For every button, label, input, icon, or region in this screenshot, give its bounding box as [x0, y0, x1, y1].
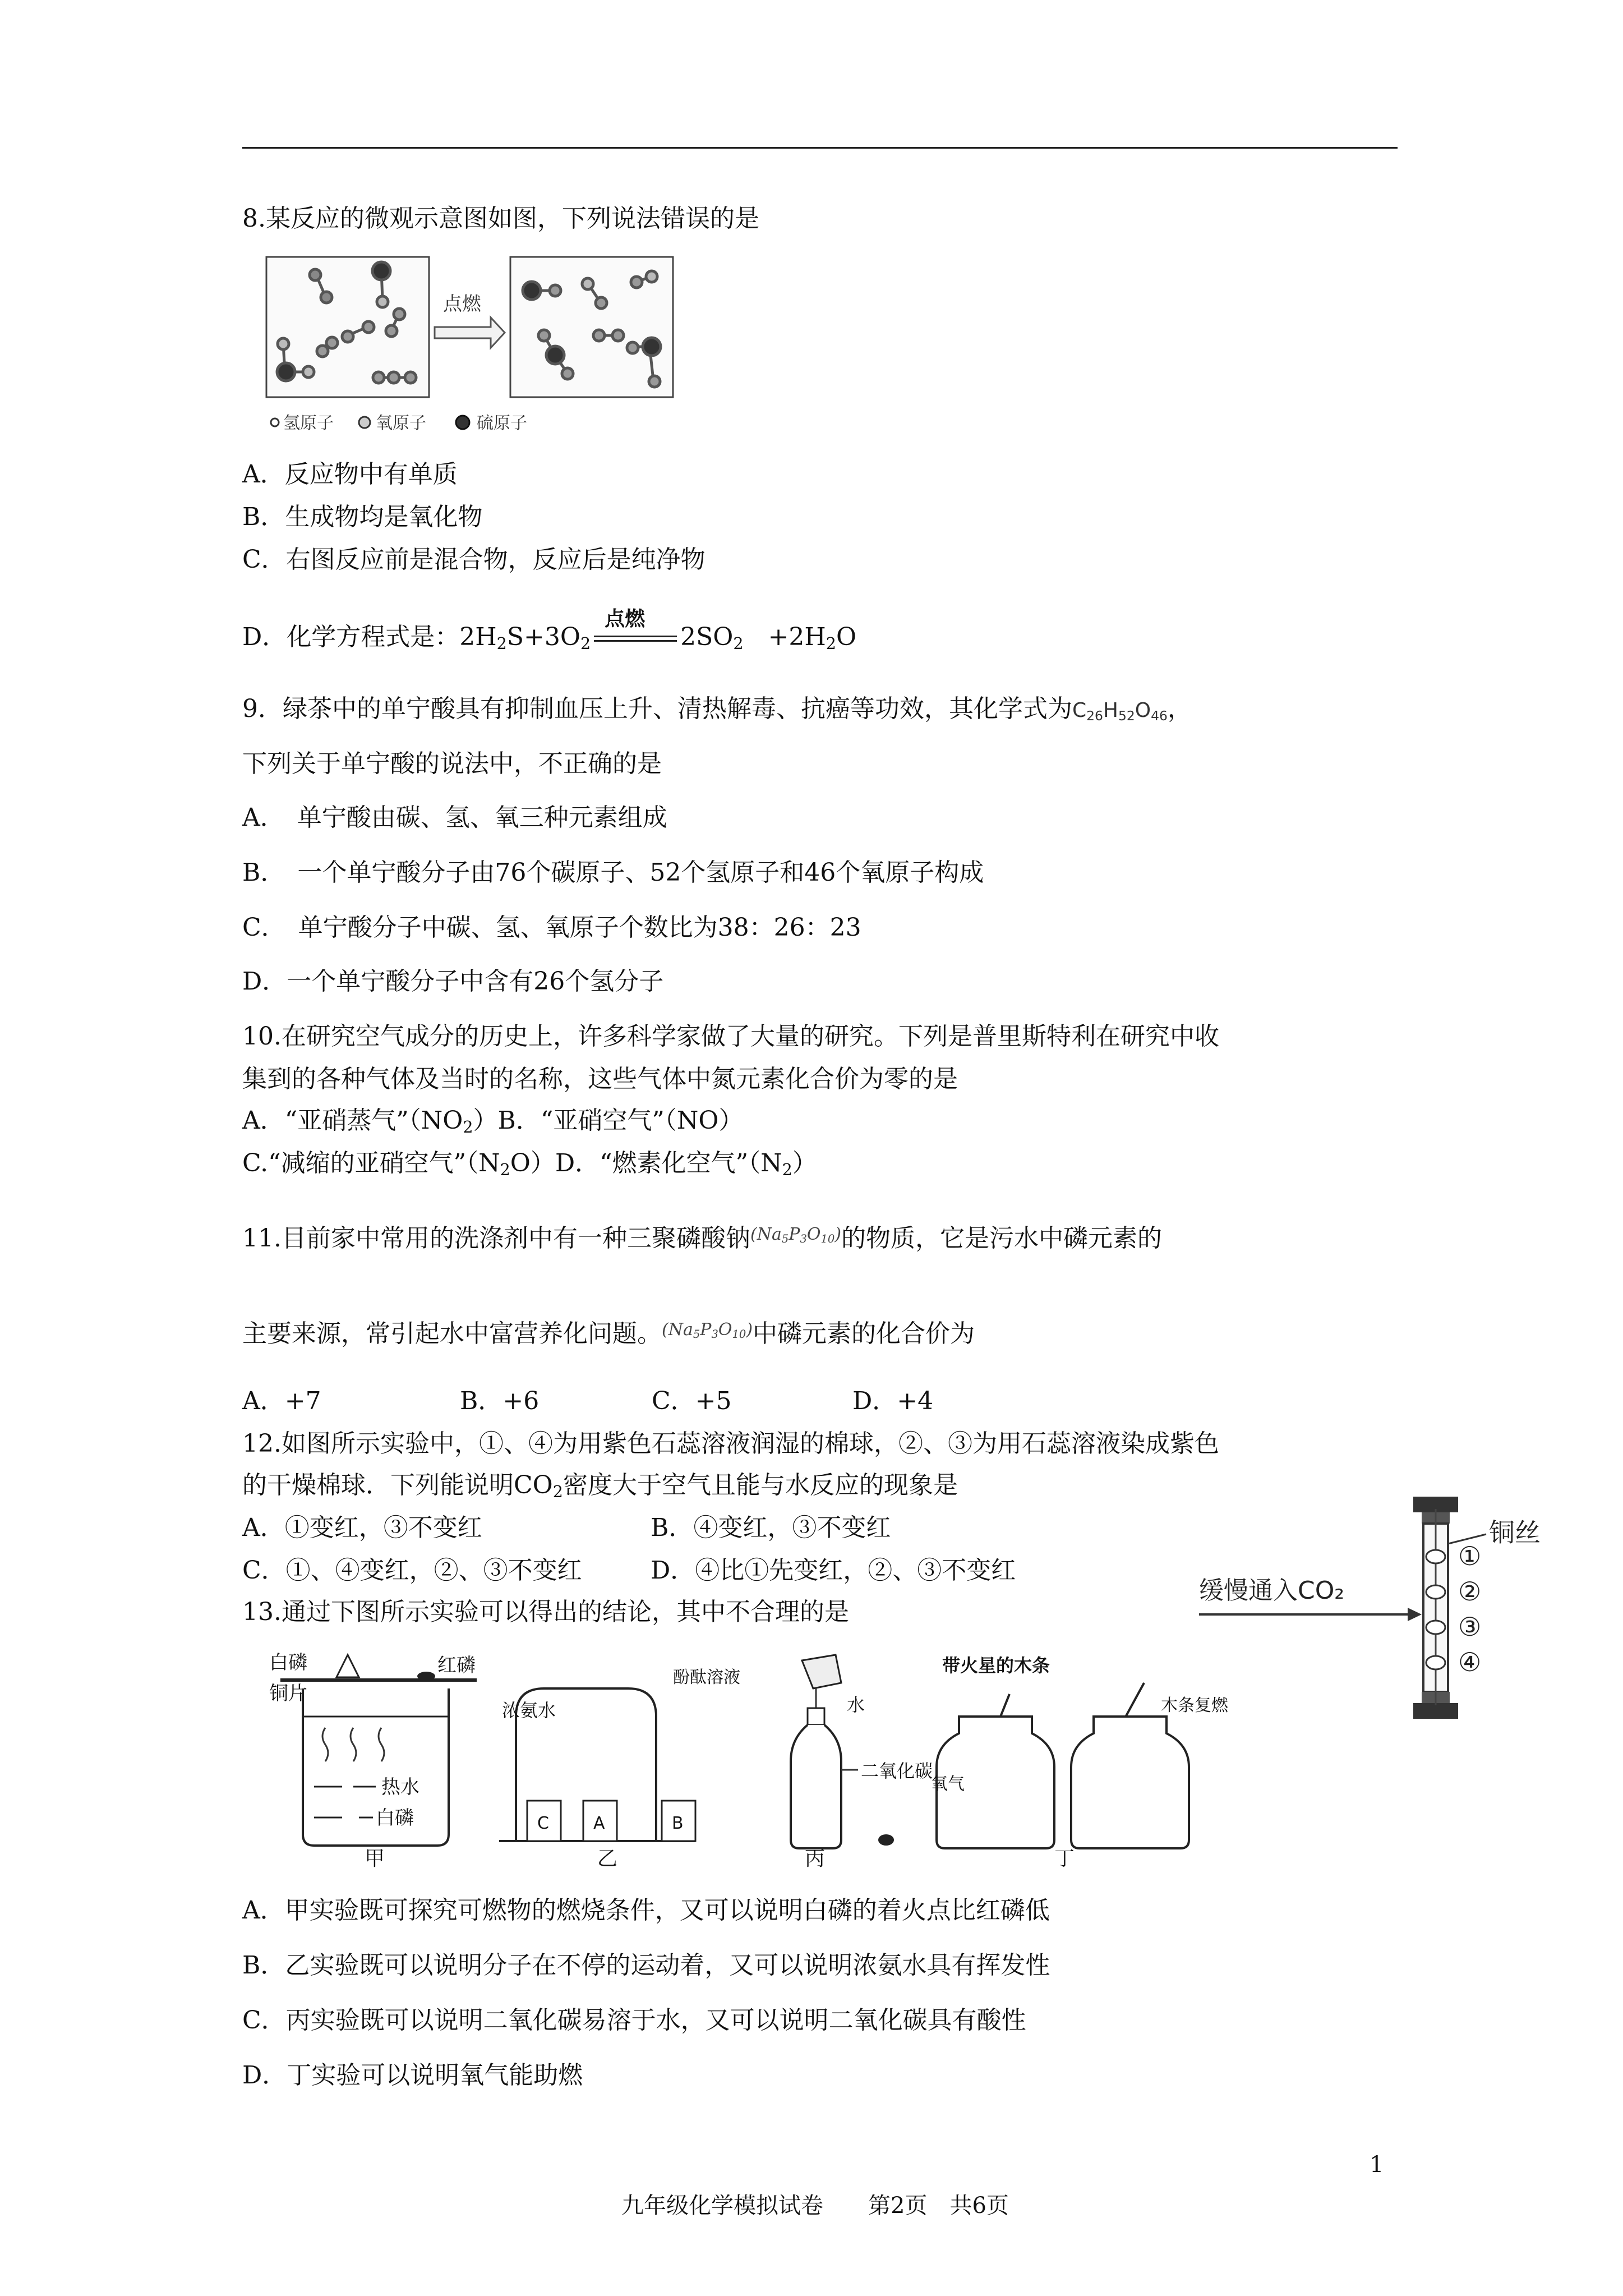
q13-experiments-figure	[269, 1649, 1335, 1868]
q11-option-c: C．+5	[652, 1387, 732, 1415]
svg-text:浓氨水: 浓氨水	[502, 1700, 556, 1721]
svg-text:点燃: 点燃	[443, 293, 481, 315]
svg-text:氢原子: 氢原子	[283, 413, 334, 433]
svg-text:热水: 热水	[381, 1776, 419, 1798]
svg-text:乙: 乙	[597, 1847, 618, 1868]
svg-text:甲: 甲	[365, 1847, 385, 1868]
svg-text:B: B	[672, 1814, 684, 1833]
page-number: 1	[1370, 2152, 1384, 2178]
header-rule	[242, 147, 1398, 149]
q9-option-b: B． 一个单宁酸分子由76个碳原子、52个氢原子和46个氧原子构成	[242, 858, 984, 887]
q9-option-c: C． 单宁酸分子中碳、氢、氧原子个数比为38：26：23	[242, 913, 861, 942]
svg-text:铜丝: 铜丝	[1489, 1517, 1541, 1548]
q9-option-d: D．一个单宁酸分子中含有26个氢分子	[242, 967, 664, 996]
footer-page: 第2页	[868, 2193, 928, 2219]
q9-stem-line2: 下列关于单宁酸的说法中，不正确的是	[242, 749, 662, 778]
q12-option-b: B．④变红，③不变红	[651, 1513, 891, 1542]
svg-text:酚酞溶液: 酚酞溶液	[673, 1668, 740, 1687]
q9-stem-line1: 9．绿茶中的单宁酸具有抑制血压上升、清热解毒、抗癌等功效，其化学式为$C_{26}H_{52}O_{46}$，	[242, 694, 1192, 724]
experiment-ding	[931, 1655, 1229, 1868]
footer-title: 九年级化学模拟试卷	[621, 2193, 823, 2219]
q10-options-cd: C.“减缩的亚硝空气$”(N_2O)D$．“燃素化空气$”(N_2)$	[242, 1149, 817, 1180]
q10-stem-line1: 10.在研究空气成分的历史上，许多科学家做了大量的研究。下列是普里斯特利在研究中收	[242, 1022, 1219, 1051]
q11-stem-line2: 主要来源，常引起水中富营养化问题。$^{(Na_5P_3O_{10})}$中磷元素的化合价为	[242, 1319, 975, 1348]
svg-text:氧原子: 氧原子	[376, 413, 426, 433]
q12-option-d: D．④比①先变红，②、③不变红	[651, 1556, 1016, 1585]
q8-stem: 8.某反应的微观示意图如图，下列说法错误的是	[242, 204, 759, 233]
q12-option-a: A．①变红，③不变红	[242, 1513, 482, 1542]
tannic-acid-formula: $C_{26}H_{52}O_{46}$	[1072, 699, 1168, 724]
svg-text:白磷: 白磷	[376, 1807, 414, 1829]
q8-option-b: B．生成物均是氧化物	[242, 503, 483, 531]
svg-text:②: ②	[1458, 1576, 1482, 1607]
q12-stem-line1: 12.如图所示实验中，①、④为用紫色石蕊溶液润湿的棉球，②、③为用石蕊溶液染成紫色	[242, 1429, 1219, 1458]
q11-stem-line1: 11.目前家中常用的洗涤剂中有一种三聚磷酸钠$^{(Na_5P_3O_{10})}$的物质，它是污水中磷元素的	[242, 1224, 1163, 1253]
experiment-yi	[499, 1668, 740, 1868]
sodium-tripolyphosphate-formula-2: (Na5P3O10)	[662, 1320, 753, 1341]
q12-option-c: C．①、④变红，②、③不变红	[242, 1556, 582, 1585]
q9-option-a: A． 单宁酸由碳、氢、氧三种元素组成	[242, 803, 667, 832]
svg-text:A: A	[593, 1814, 605, 1833]
svg-text:铜片: 铜片	[269, 1682, 307, 1705]
q10-options-ab: A．“亚硝蒸气$”(NO_2)B$．“亚硝空气”（NO）	[242, 1106, 744, 1137]
q13-option-a: A．甲实验既可探究可燃物的燃烧条件，又可以说明白磷的着火点比红磷低	[242, 1896, 1050, 1925]
svg-text:丁: 丁	[1054, 1847, 1075, 1868]
footer	[621, 2188, 1009, 2220]
q11-option-b: B．+6	[460, 1387, 540, 1415]
q13-option-b: B．乙实验既可以说明分子在不停的运动着，又可以说明浓氨水具有挥发性	[242, 1951, 1050, 1980]
svg-text:白磷: 白磷	[269, 1651, 307, 1674]
svg-text:木条复燃: 木条复燃	[1161, 1696, 1228, 1715]
sodium-tripolyphosphate-formula: (Na5P3O10)	[750, 1225, 842, 1245]
experiment-jia	[269, 1651, 477, 1868]
svg-text:二氧化碳: 二氧化碳	[861, 1760, 933, 1782]
q11-option-a: A．+7	[242, 1387, 321, 1415]
reaction-condition: 点燃	[591, 636, 680, 642]
svg-text:③: ③	[1458, 1612, 1482, 1642]
q13-stem: 13.通过下图所示实验可以得出的结论，其中不合理的是	[242, 1598, 849, 1626]
svg-text:丙: 丙	[805, 1847, 826, 1868]
q12-stem-line2: 的干燥棉球．下列能说明$CO_2$密度大于空气且能与水反应的现象是	[242, 1471, 958, 1502]
q10-stem-line2: 集到的各种气体及当时的名称，这些气体中氮元素化合价为零的是	[242, 1065, 958, 1093]
svg-text:缓慢通入CO₂: 缓慢通入CO₂	[1199, 1576, 1344, 1605]
footer-total: 共6页	[949, 2193, 1009, 2219]
svg-text:硫原子: 硫原子	[477, 413, 527, 433]
svg-text:④: ④	[1458, 1647, 1482, 1677]
q8-reaction-diagram	[264, 251, 690, 442]
q13-option-c: C．丙实验既可以说明二氧化碳易溶于水，又可以说明二氧化碳具有酸性	[242, 2006, 1026, 2035]
q13-option-d: D．丁实验可以说明氧气能助燃	[242, 2061, 583, 2090]
svg-text:带火星的木条: 带火星的木条	[942, 1655, 1050, 1676]
q8-option-c: C．右图反应前是混合物，反应后是纯净物	[242, 545, 706, 574]
svg-text:①: ①	[1458, 1541, 1482, 1571]
q8-option-a: A．反应物中有单质	[242, 460, 458, 489]
q11-option-d: D．+4	[852, 1387, 934, 1415]
svg-text:氧气: 氧气	[931, 1774, 965, 1794]
q8-option-d: D．化学方程式是：$2H_2S+3O_2$ 点燃 $2SO_2$ $+2H_2O$	[242, 607, 857, 654]
svg-text:红磷: 红磷	[437, 1654, 476, 1677]
experiment-bing	[791, 1655, 933, 1868]
svg-text:水: 水	[847, 1694, 865, 1715]
svg-text:C: C	[537, 1814, 549, 1833]
